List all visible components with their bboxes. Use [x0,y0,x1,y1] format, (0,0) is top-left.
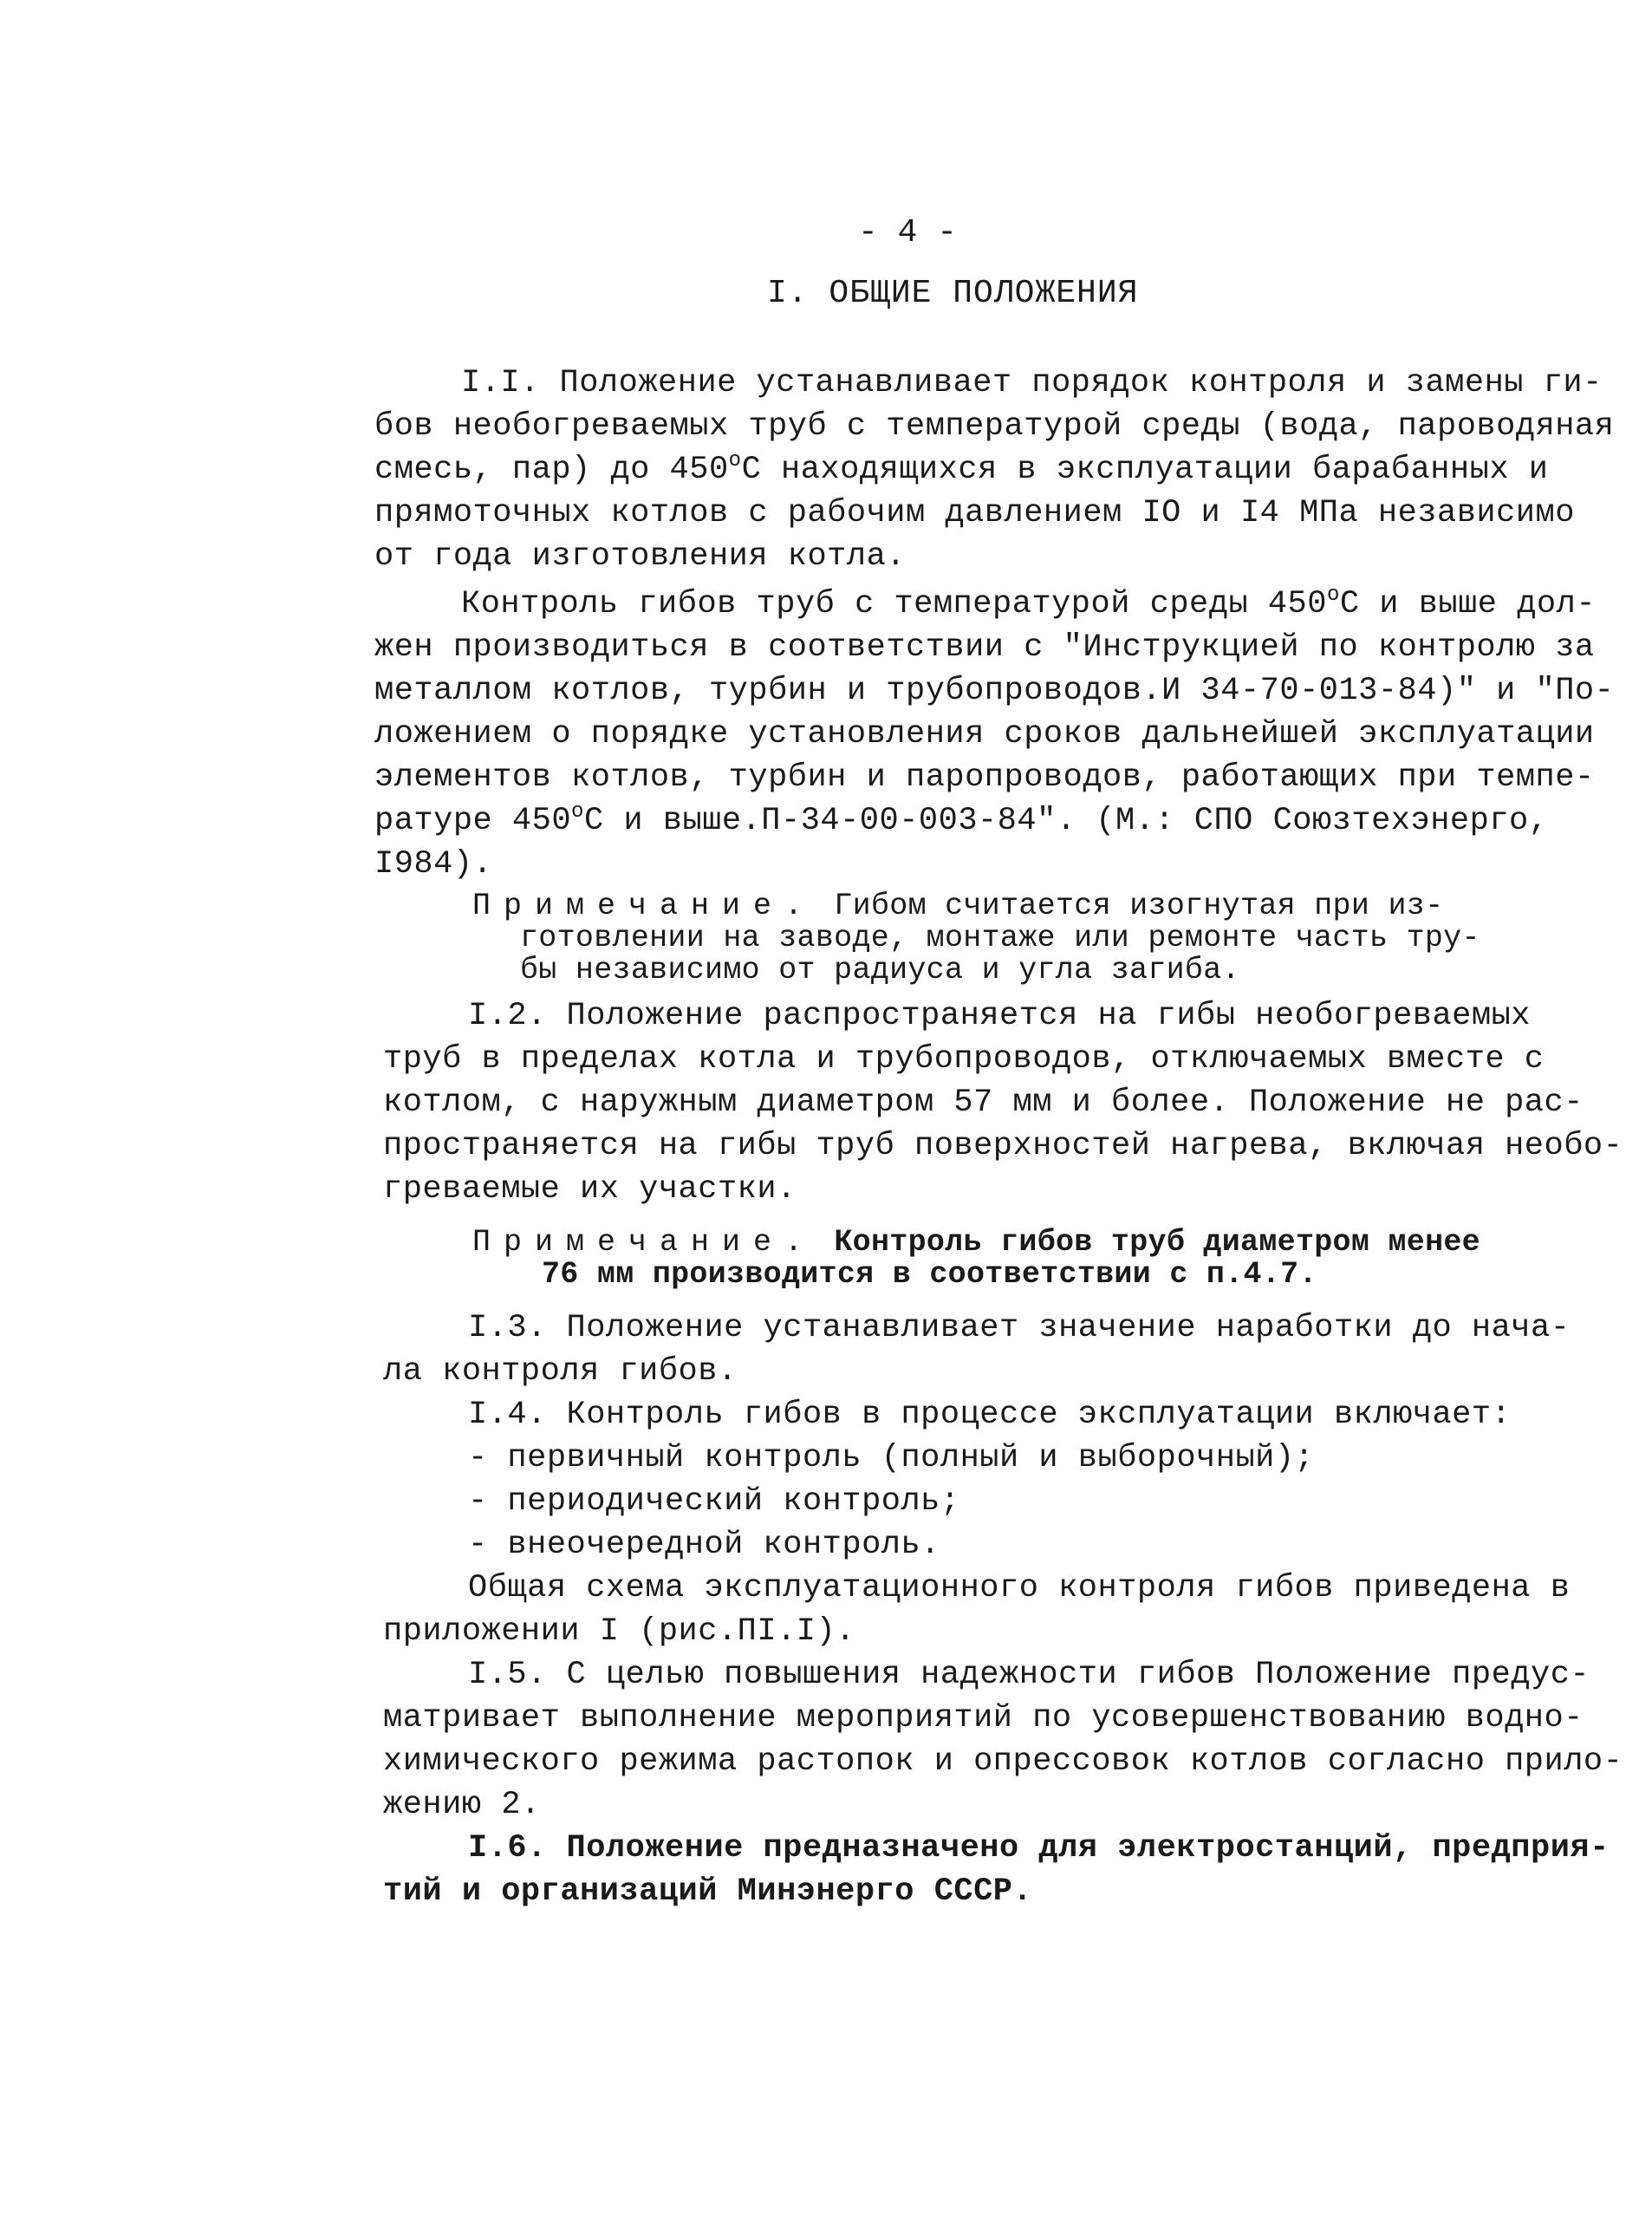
paragraph-1-5-line: химического режима растопок и опрессовок котлов согласно прило- [383,1743,1623,1780]
paragraph-1-1b-line: ратуре $450^оC$ и выше.П-34-00-003-84". (М.: СПО Союзтехэнерго, [374,800,1549,839]
paragraph-1-4-line: I.4. Контроль гибов в процессе эксплуатации включает: [468,1397,1512,1433]
paragraph-1-2-line: греваемые их участки. [383,1171,797,1208]
paragraph-1-5-line: матривает выполнение мероприятий по усовершенствованию водно- [383,1700,1584,1736]
paragraph-1-2-line: котлом, с наружным диаметром 57 мм и более. Положение не рас- [383,1085,1584,1121]
paragraph-1-1-line: от года изготовления котла. [374,538,906,575]
paragraph-1-4-line: приложении I (рис.ПI.I). [383,1613,855,1650]
paragraph-1-4-list-item: - периодический контроль; [468,1483,960,1520]
degree-mark: о [571,800,584,824]
paragraph-1-5-line: I.5. С целью повышения надежности гибов Положение предус- [468,1657,1590,1693]
paragraph-1-3-line: I.3. Положение устанавливает значение наработки до нача- [468,1310,1571,1346]
note-label: Примечание. [472,889,816,923]
paragraph-1-4-list-item: - внеочередной контроль. [468,1527,940,1563]
paragraph-1-2-line: труб в пределах котла и трубопроводов, отключаемых вместе с [383,1041,1545,1078]
note-1-line: бы независимо от радиуса и угла загиба. [520,953,1240,987]
paragraph-1-1b-line: Контроль гибов труб с температурой среды $450^оC$ и выше дол- [461,583,1597,622]
paragraph-1-2-line: пространяется на гибы труб поверхностей нагрева, включая необо- [383,1128,1623,1164]
degree-mark: о [1326,583,1340,607]
paragraph-1-2-line: I.2. Положение распространяется на гибы необогреваемых [468,998,1531,1034]
paragraph-1-1b-line: элементов котлов, турбин и паропроводов, работающих при темпе- [374,759,1595,796]
paragraph-1-6-line: I.6. Положение предназначено для электростанций, предприя- [468,1830,1610,1866]
note-1-line: готовлении на заводе, монтаже или ремонте часть тру- [520,921,1480,955]
note-label: Примечание. [472,1225,816,1260]
paragraph-1-1-line: прямоточных котлов с рабочим давлением IO и I4 МПа независимо [374,495,1575,531]
paragraph-1-4-list-item: - первичный контроль (полный и выборочный); [468,1440,1315,1476]
degree-mark: о [728,449,742,472]
note-2-line: 76 мм производится в соответствии с п.4.7. [542,1257,1317,1292]
paragraph-1-1-line: смесь, пар) до $450^оC$ находящихся в эксплуатации барабанных и [374,449,1549,488]
paragraph-1-1b-line: ложением о порядке установления сроков дальнейшей эксплуатации [374,716,1595,752]
paragraph-1-1-line: бов необогреваемых труб с температурой среды (вода, пароводяная [374,408,1615,445]
paragraph-1-3-line: ла контроля гибов. [383,1353,738,1390]
page-number: - 4 - [858,214,958,251]
paragraph-1-1b-line: жен производиться в соответствии с "Инструкцией по контролю за [374,629,1595,666]
paragraph-1-1b-line: I984). [374,846,493,883]
paragraph-1-6-line: тий и организаций Минэнерго СССР. [383,1873,1033,1910]
note-1-line: Примечание. Гибом считается изогнутая при из- [472,889,1444,923]
note-2-line: Примечание. Контроль гибов труб диаметром менее [472,1225,1480,1260]
paragraph-1-1b-line: металлом котлов, турбин и трубопроводов.И 34-70-013-84)" и "По- [374,673,1615,709]
paragraph-1-1-line: I.I. Положение устанавливает порядок контроля и замены ги- [461,365,1603,401]
paragraph-1-4-line: Общая схема эксплуатационного контроля гибов приведена в [468,1570,1571,1606]
paragraph-1-5-line: жению 2. [383,1787,541,1823]
section-title: I. ОБЩИЕ ПОЛОЖЕНИЯ [767,275,1139,312]
